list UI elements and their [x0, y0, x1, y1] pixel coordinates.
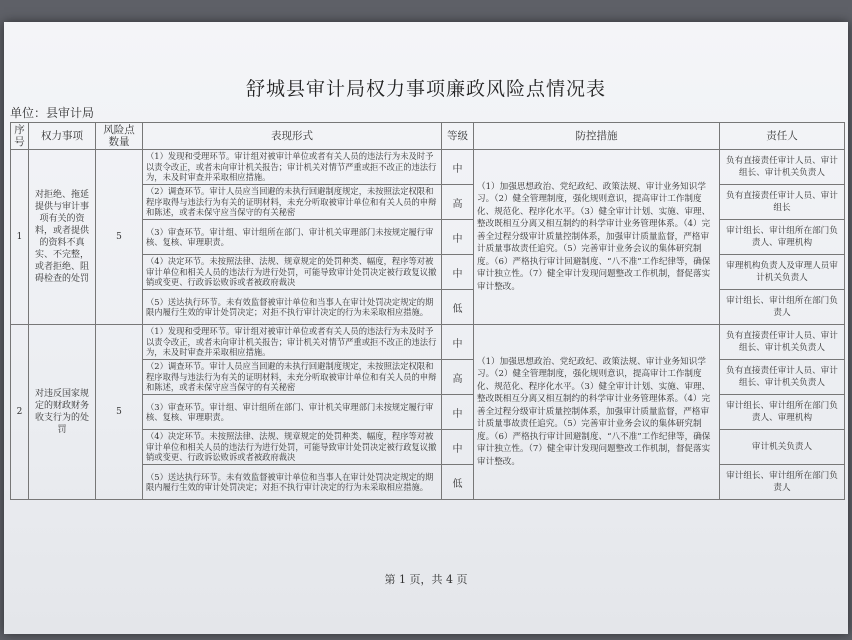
risk-grade: 中: [442, 395, 474, 430]
header-count: 风险点数量: [96, 123, 143, 150]
control-measures: （1）加强思想政治、党纪政纪、政策法规、审计业务知识学习。（2）健全管理制度，强化规则意识，提高审计工作制度化、规范化、程序化水平。（3）健全审计计划、实施、审理、整改既相互分离又相互制约的科学审计业务管理体系。（4）完善全过程分级审计质量控制体系，加强审计质量监督，严格审计质量事故责任追究。（5）完善审计业务会议的集体研究制度。（6）严格执行审计回避制度、“八不准”工作纪律等，确保审计独立性。（7）健全审计发现问题整改工作机制，督促落实审计整改。: [474, 325, 720, 500]
stage-text: （3）审查环节。审计组、审计组所在部门、审计机关审理部门未按规定履行审核、复核、审理职责。: [143, 395, 442, 430]
row-index: 2: [11, 325, 29, 500]
row-index: 1: [11, 150, 29, 325]
risk-count: 5: [96, 150, 143, 325]
responsible-person: 审理机构负责人及审理人员审计机关负责人: [720, 255, 845, 290]
stage-text: （3）审查环节。审计组、审计组所在部门、审计机关审理部门未按规定履行审核、复核、审理职责。: [143, 220, 442, 255]
power-item: 对拒绝、拖延提供与审计事项有关的资料，或者提供的资料不真实、不完整，或者拒绝、阻碍检查的处罚: [29, 150, 96, 325]
header-index: 序号: [11, 123, 29, 150]
risk-grade: 中: [442, 255, 474, 290]
power-item: 对违反国家规定的财政财务收支行为的处罚: [29, 325, 96, 500]
responsible-person: 审计组长、审计组所在部门负责人: [720, 290, 845, 325]
risk-grade: 中: [442, 430, 474, 465]
responsible-person: 负有直接责任审计人员、审计组长、审计机关负责人: [720, 325, 845, 360]
risk-table: [10, 122, 845, 500]
unit-label: 单位：县审计局: [10, 106, 95, 120]
risk-grade: 中: [442, 325, 474, 360]
stage-text: （5）送达执行环节。未有效监督被审计单位和当事人在审计处罚决定规定的期限内履行生效的审计处罚决定；对拒不执行审计决定的行为未采取相应措施。: [143, 465, 442, 500]
risk-grade: 中: [442, 150, 474, 185]
risk-grade: 高: [442, 360, 474, 395]
header-control: 防控措施: [474, 123, 720, 150]
stage-text: （4）决定环节。未按照法律、法规、规章规定的处罚种类、幅度，程序等对被审计单位和相关人员的违法行为进行处罚，可能导致审计处罚决定被行政复议撤销或变更、行政诉讼败诉或者被政府裁决: [143, 255, 442, 290]
table-row: [11, 325, 845, 360]
stage-text: （1）发现和受理环节。审计组对被审计单位或者有关人员的违法行为未及时予以责令改正，或者未向审计机关报告；审计机关对情节严重或拒不改正的违法行为，未及时审查并采取相应措施。: [143, 150, 442, 185]
risk-grade: 低: [442, 290, 474, 325]
page-footer: 第 1 页，共 4 页: [384, 573, 468, 586]
responsible-person: 审计组长、审计组所在部门负责人: [720, 465, 845, 500]
control-measures: （1）加强思想政治、党纪政纪、政策法规、审计业务知识学习。（2）健全管理制度，强化规则意识，提高审计工作制度化、规范化、程序化水平。（3）健全审计计划、实施、审理、整改既相互分离又相互制约的科学审计业务管理体系。（4）完善全过程分级审计质量控制体系，加强审计质量监督，严格审计质量事故责任追究。（5）完善审计业务会议的集体研究制度。（6）严格执行审计回避制度、“八不准”工作纪律等，确保审计独立性。（7）健全审计发现问题整改工作机制，督促落实审计整改。: [474, 150, 720, 325]
responsible-person: 负有直接责任审计人员、审计组长、审计机关负责人: [720, 150, 845, 185]
table-row: [11, 150, 845, 185]
document-sheet: [4, 22, 848, 634]
risk-grade: 高: [442, 185, 474, 220]
responsible-person: 负有直接责任审计人员、审计组长、审计机关负责人: [720, 360, 845, 395]
responsible-person: 审计机关负责人: [720, 430, 845, 465]
responsible-person: 审计组长、审计组所在部门负责人、审理机构: [720, 395, 845, 430]
table-header-row: [11, 123, 845, 150]
risk-count: 5: [96, 325, 143, 500]
stage-text: （1）发现和受理环节。审计组对被审计单位或者有关人员的违法行为未及时予以责令改正，或者未向审计机关报告；审计机关对情节严重或拒不改正的违法行为，未及时审查并采取相应措施。: [143, 325, 442, 360]
stage-text: （4）决定环节。未按照法律、法规、规章规定的处罚种类、幅度，程序等对被审计单位和相关人员的违法行为进行处罚，可能导致审计处罚决定被行政复议撤销或变更、行政诉讼败诉或者被政府裁决: [143, 430, 442, 465]
stage-text: （2）调查环节。审计人员应当回避的未执行回避制度规定，未按照法定权限和程序取得与违法行为有关的证明材料，未充分听取被审计单位和有关人员的申辩和陈述，或者未保守应当保守的有关秘密: [143, 185, 442, 220]
risk-grade: 低: [442, 465, 474, 500]
header-manifest: 表现形式: [143, 123, 442, 150]
stage-text: （2）调查环节。审计人员应当回避的未执行回避制度规定，未按照法定权限和程序取得与违法行为有关的证明材料，未充分听取被审计单位和有关人员的申辩和陈述，或者未保守应当保守的有关秘密: [143, 360, 442, 395]
header-grade: 等级: [442, 123, 474, 150]
responsible-person: 负有直接责任审计人员、审计组长: [720, 185, 845, 220]
responsible-person: 审计组长、审计组所在部门负责人、审理机构: [720, 220, 845, 255]
document-title: 舒城县审计局权力事项廉政风险点情况表: [245, 78, 606, 100]
header-item: 权力事项: [29, 123, 96, 150]
stage-text: （5）送达执行环节。未有效监督被审计单位和当事人在审计处罚决定规定的期限内履行生效的审计处罚决定；对拒不执行审计决定的行为未采取相应措施。: [143, 290, 442, 325]
risk-grade: 中: [442, 220, 474, 255]
header-responsible: 责任人: [720, 123, 845, 150]
